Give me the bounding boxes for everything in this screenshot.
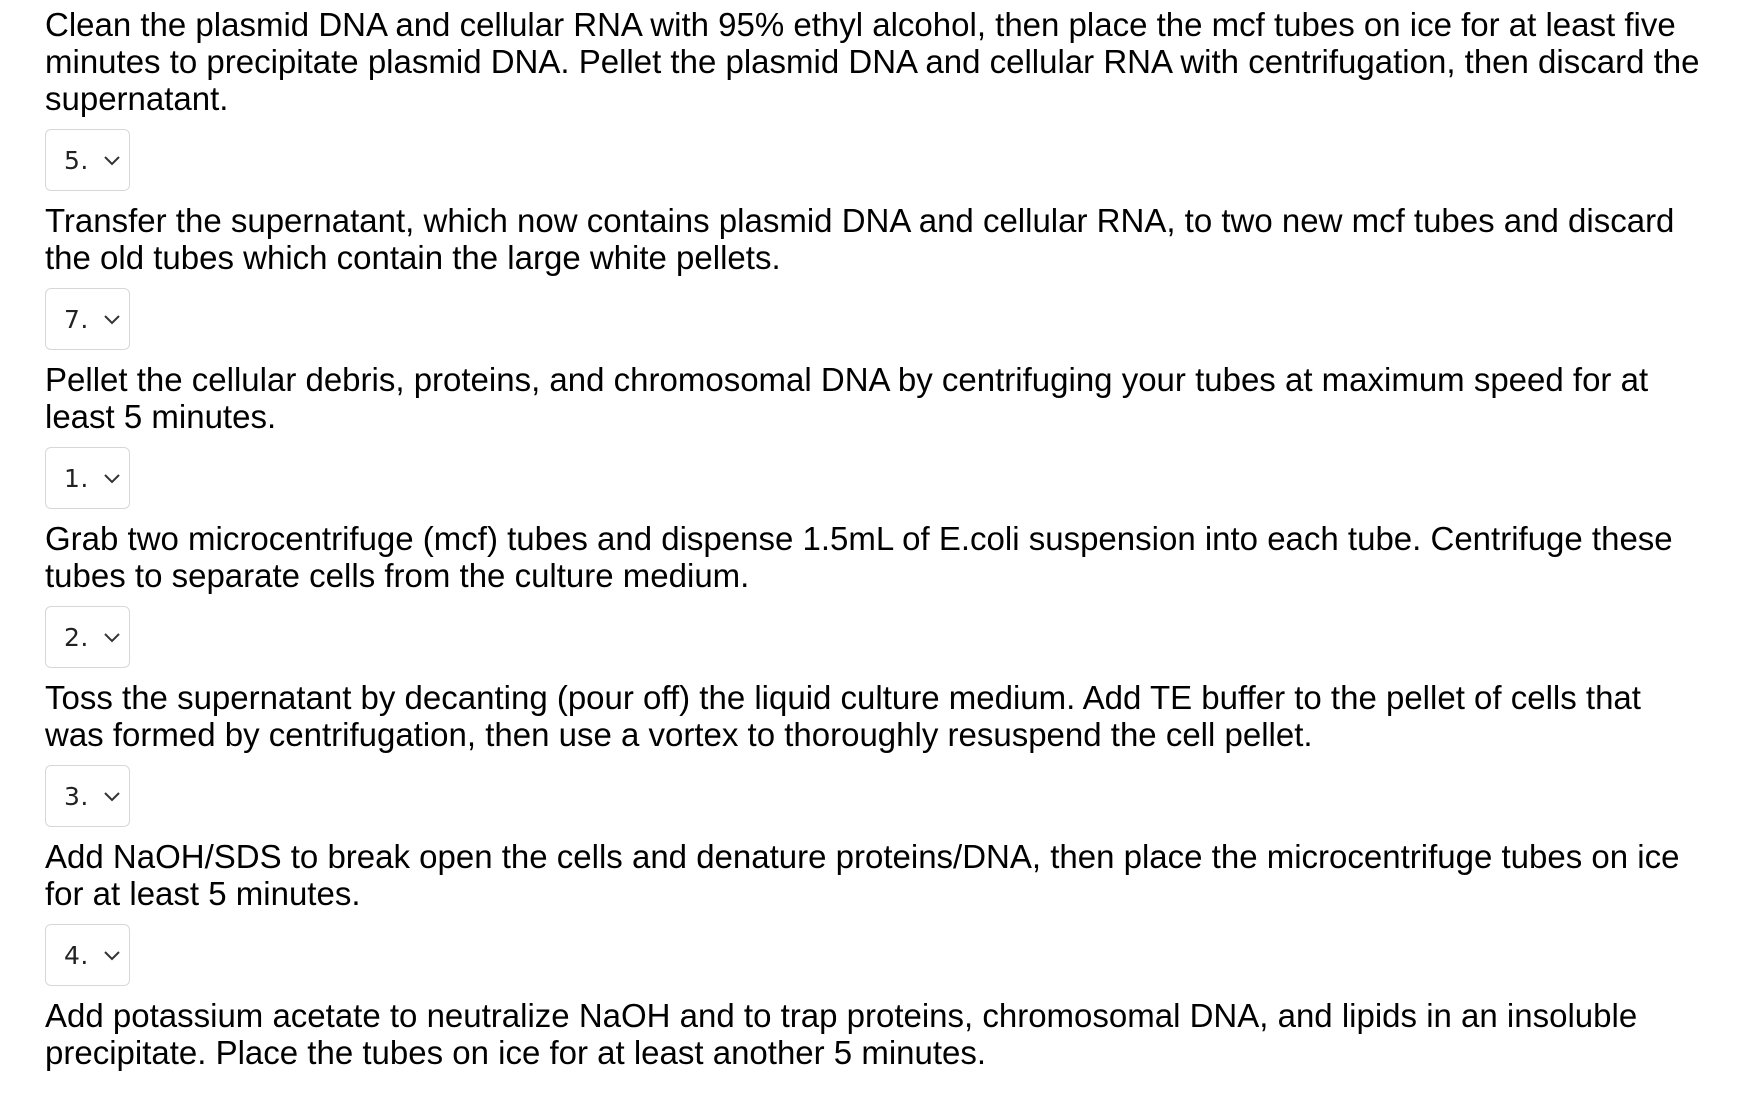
chevron-down-icon — [103, 473, 121, 484]
selected-value: 5. — [64, 145, 89, 175]
step-order-select[interactable] — [45, 606, 130, 668]
selected-value: 7. — [64, 304, 89, 334]
selected-value: 4. — [64, 940, 89, 970]
step-order-select[interactable] — [45, 447, 130, 509]
step-text: Grab two microcentrifuge (mcf) tubes and dispense 1.5mL of E.coli suspension into each tube. Centrifuge these tubes to separate cells from the culture medium. — [45, 520, 1673, 594]
chevron-down-icon — [103, 950, 121, 961]
chevron-down-icon — [103, 155, 121, 166]
step-order-select[interactable] — [45, 924, 130, 986]
ordering-question — [45, 6, 1705, 1071]
selected-value: 1. — [64, 463, 89, 493]
chevron-down-icon — [103, 791, 121, 802]
step-text: Toss the supernatant by decanting (pour off) the liquid culture medium. Add TE buffer to the pellet of cells that was formed by centrifugation, then use a vortex to thoroughly resuspend the cell pellet. — [45, 679, 1641, 753]
step-order-select[interactable] — [45, 129, 130, 191]
step-order-select[interactable] — [45, 288, 130, 350]
step-text: Pellet the cellular debris, proteins, and chromosomal DNA by centrifuging your tubes at maximum speed for at least 5 minutes. — [45, 361, 1649, 435]
step-text: Add potassium acetate to neutralize NaOH and to trap proteins, chromosomal DNA, and lipids in an insoluble precipitate. Place the tubes on ice for at least another 5 minutes. — [45, 997, 1638, 1071]
chevron-down-icon — [103, 632, 121, 643]
selected-value: 2. — [64, 622, 89, 652]
step-order-select[interactable] — [45, 765, 130, 827]
step-text: Add NaOH/SDS to break open the cells and denature proteins/DNA, then place the microcentrifuge tubes on ice for at least 5 minutes. — [45, 838, 1680, 912]
chevron-down-icon — [103, 314, 121, 325]
selected-value: 3. — [64, 781, 89, 811]
step-text: Transfer the supernatant, which now contains plasmid DNA and cellular RNA, to two new mcf tubes and discard the old tubes which contain the large white pellets. — [45, 202, 1675, 276]
step-text: Clean the plasmid DNA and cellular RNA with 95% ethyl alcohol, then place the mcf tubes on ice for at least five minutes to precipitate plasmid DNA. Pellet the plasmid DNA and cellular RNA with centrifugation, then discard the supernatant. — [45, 6, 1700, 117]
